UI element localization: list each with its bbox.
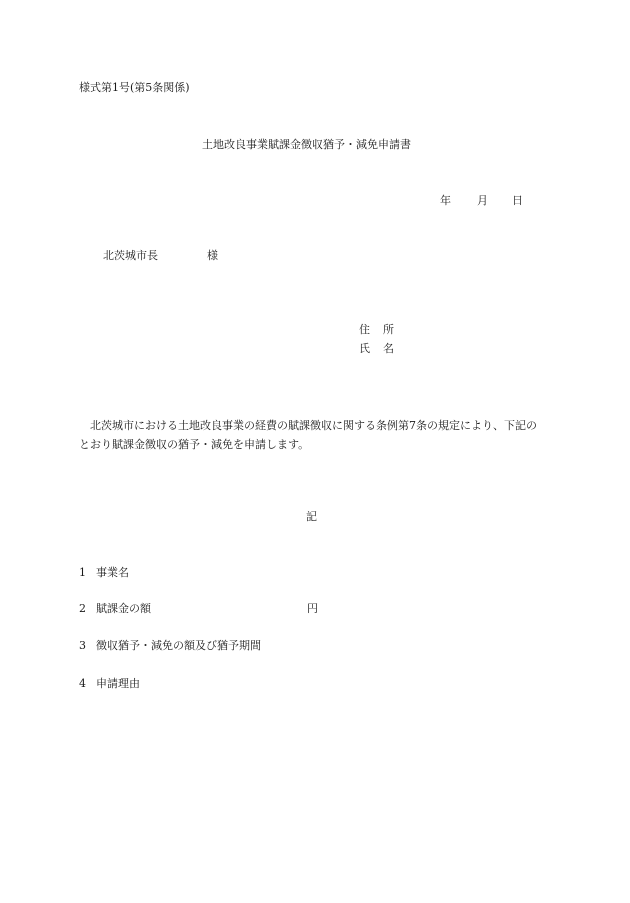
ki-heading: 記 — [306, 510, 317, 523]
yen-unit: 円 — [307, 602, 318, 615]
name-label-char-1: 氏 — [359, 342, 370, 355]
item-label: 事業名 — [96, 566, 129, 579]
item-number: 3 — [79, 639, 86, 652]
form-number: 様式第1号(第5条関係) — [79, 81, 190, 94]
item-number: 2 — [79, 602, 86, 615]
address-label-char-2: 所 — [383, 323, 394, 336]
addressee-honorific: 様 — [207, 249, 218, 262]
application-body-text: 北茨城市における土地改良事業の経費の賦課徴収に関する条例第7条の規定により、下記のとおり賦課金徴収の猶予・減免を申請します。 — [79, 419, 537, 451]
addressee-name: 北茨城市長 — [103, 249, 158, 262]
name-label-char-2: 名 — [383, 342, 394, 355]
document-title: 土地改良事業賦課金徴収猶予・減免申請書 — [202, 138, 411, 151]
date-month-label: 月 — [477, 194, 488, 207]
item-number: 4 — [79, 677, 86, 690]
date-year-label: 年 — [440, 194, 451, 207]
date-day-label: 日 — [512, 194, 523, 207]
item-label: 申請理由 — [96, 677, 140, 690]
item-number: 1 — [79, 566, 86, 579]
item-label: 賦課金の額 — [96, 602, 151, 615]
address-label-char-1: 住 — [359, 323, 370, 336]
item-label: 徴収猶予・減免の額及び猶予期間 — [96, 639, 261, 652]
